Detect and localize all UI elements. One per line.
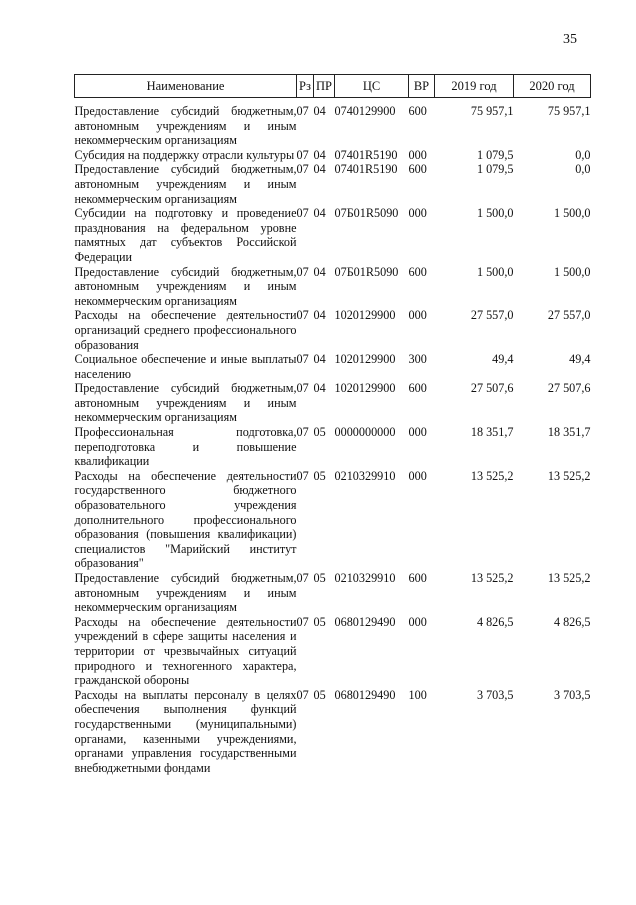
row-2019: 18 351,7 [470,425,514,440]
row-rz: 07 [296,614,309,629]
row-2019: 4 826,5 [476,614,514,629]
row-rz: 07 [296,352,309,367]
row-vr: 000 [408,425,427,440]
row-rz: 07 [296,381,309,396]
table-row [75,148,591,163]
row-vr: 000 [408,468,427,483]
row-name: Расходы на обеспечение деятельности государственного бюджетного образовательного учреждения дополнительного профессионального образования (повышения квалификации) специалистов "Марийский институт образования" [74,468,297,571]
table-row [75,688,591,776]
table-row [75,352,591,381]
row-name: Предоставление субсидий бюджетным, автономным учреждениям и иным некоммерческим организациям [74,104,297,148]
row-2020: 49,4 [569,352,591,367]
row-vr: 000 [408,308,427,323]
row-vr: 300 [408,352,427,367]
row-pr: 04 [313,381,326,396]
row-rz: 07 [296,468,309,483]
table-row [75,98,591,148]
row-pr: 05 [313,425,326,440]
row-pr: 05 [313,687,326,702]
row-pr: 04 [313,104,326,118]
row-name: Субсидия на поддержку отрасли культуры [74,147,295,162]
row-rz: 07 [296,687,309,702]
row-vr: 600 [408,571,427,585]
row-2019: 1 500,0 [476,206,514,221]
row-cs: 1020129900 [334,381,396,396]
row-name: Социальное обеспечение и иные выплаты населению [74,352,297,381]
row-cs: 0000000000 [334,425,396,440]
table-header-row [75,75,591,98]
row-cs: 07401R5190 [334,147,398,162]
table-row [75,469,591,571]
row-vr: 600 [408,381,427,396]
row-name: Предоставление субсидий бюджетным, автономным учреждениям и иным некоммерческим организациям [74,264,297,308]
row-vr: 600 [408,162,427,177]
row-2020: 0,0 [575,162,591,177]
row-rz: 07 [296,206,309,221]
row-2020: 13 525,2 [547,468,591,483]
row-2019: 27 507,6 [470,381,514,396]
row-pr: 05 [313,571,326,585]
row-vr: 000 [408,206,427,221]
row-cs: 1020129900 [334,352,396,367]
row-2019: 1 079,5 [476,147,514,162]
row-cs: 1020129900 [334,308,396,323]
row-name: Предоставление субсидий бюджетным, автономным учреждениям и иным некоммерческим организациям [74,162,297,206]
header-rz: Рз [297,75,314,98]
row-2019: 1 500,0 [476,264,514,279]
header-pr: ПР [314,75,335,98]
row-cs: 07Б01R5090 [334,206,399,221]
row-cs: 07401R5190 [334,162,398,177]
row-rz: 07 [296,147,309,162]
row-2019: 49,4 [492,352,514,367]
table-row [75,162,591,206]
row-cs: 0210329910 [334,468,396,483]
table-row [75,615,591,688]
row-2019: 3 703,5 [476,687,514,702]
row-cs: 0680129490 [334,687,396,702]
table-row [75,265,591,309]
table-row [75,308,591,352]
row-rz: 07 [296,425,309,440]
row-name: Расходы на обеспечение деятельности организаций среднего профессионального образования [74,308,297,352]
row-2019: 27 557,0 [470,308,514,323]
row-pr: 04 [313,147,326,162]
row-name: Предоставление субсидий бюджетным, автономным учреждениям и иным некоммерческим организациям [74,571,297,615]
row-pr: 05 [313,468,326,483]
table-row [75,571,591,615]
row-2020: 75 957,1 [547,104,591,118]
page-number: 35 [563,32,577,47]
table-row [75,381,591,425]
row-2020: 3 703,5 [553,687,591,702]
table-row [75,425,591,469]
row-vr: 600 [408,104,427,118]
row-cs: 0680129490 [334,614,396,629]
row-pr: 05 [313,614,326,629]
row-2020: 27 557,0 [547,308,591,323]
row-2020: 1 500,0 [553,206,591,221]
row-2019: 75 957,1 [470,104,514,118]
row-vr: 000 [408,614,427,629]
header-vr: ВР [409,75,435,98]
row-name: Предоставление субсидий бюджетным, автономным учреждениям и иным некоммерческим организациям [74,381,297,425]
row-pr: 04 [313,264,326,279]
row-rz: 07 [296,264,309,279]
row-2020: 27 507,6 [547,381,591,396]
row-cs: 0740129900 [334,104,396,118]
header-2020: 2020 год [514,75,591,98]
header-2019: 2019 год [435,75,514,98]
row-rz: 07 [296,162,309,177]
row-pr: 04 [313,162,326,177]
row-2020: 4 826,5 [553,614,591,629]
row-2019: 13 525,2 [470,468,514,483]
row-name: Расходы на выплаты персоналу в целях обеспечения выполнения функций государственными (муниципальными) органами, казенными учреждениями, органами управления государственными внебюджетными фондами [74,687,297,775]
table-row [75,206,591,264]
row-pr: 04 [313,352,326,367]
budget-table [74,74,591,775]
row-rz: 07 [296,571,309,585]
row-2020: 18 351,7 [547,425,591,440]
row-name: Субсидии на подготовку и проведение празднования на федеральном уровне памятных дат субъектов Российской Федерации [74,206,297,264]
row-2020: 1 500,0 [553,264,591,279]
row-cs: 07Б01R5090 [334,264,399,279]
row-pr: 04 [313,206,326,221]
row-rz: 07 [296,308,309,323]
row-vr: 000 [408,147,427,162]
row-vr: 600 [408,264,427,279]
row-name: Расходы на обеспечение деятельности учреждений в сфере защиты населения и территории от чрезвычайных ситуаций природного и техногенного характера, гражданской обороны [74,614,297,688]
row-rz: 07 [296,104,309,118]
row-vr: 100 [408,687,427,702]
row-name: Профессиональная подготовка, переподготовка и повышение квалификации [74,425,297,469]
row-2019: 1 079,5 [476,162,514,177]
row-2020: 0,0 [575,147,591,162]
header-name: Наименование [75,75,297,98]
row-pr: 04 [313,308,326,323]
row-2020: 13 525,2 [547,571,591,585]
row-cs: 0210329910 [334,571,396,585]
header-cs: ЦС [335,75,409,98]
row-2019: 13 525,2 [470,571,514,585]
